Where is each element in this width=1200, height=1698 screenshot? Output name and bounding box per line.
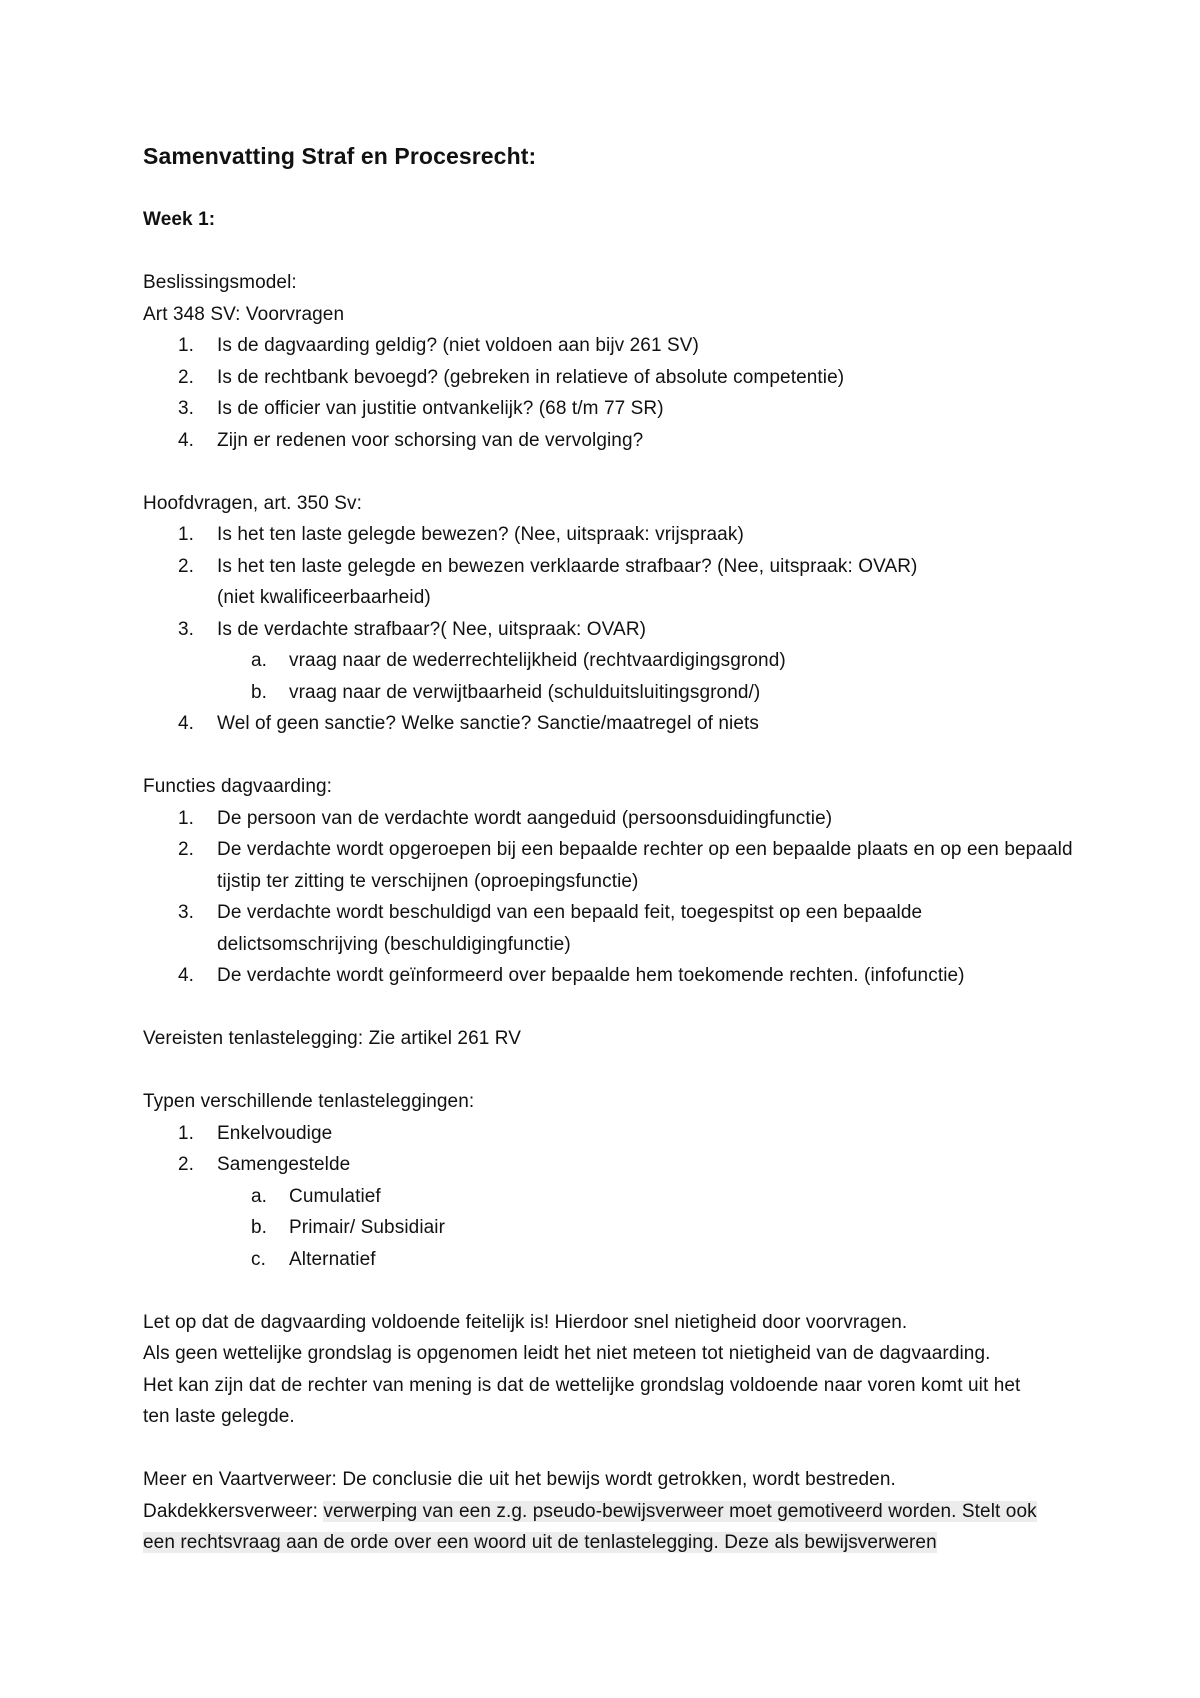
typen-sublist	[143, 1181, 1073, 1276]
list-number: 1.	[178, 1122, 195, 1144]
list-number: 2.	[178, 1154, 195, 1175]
sublist-item	[143, 1244, 1073, 1276]
list-item-text: Is de dagvaarding geldig? (niet voldoen aan bijv 261 SV)	[217, 335, 699, 356]
section-heading-beslissingsmodel: Beslissingsmodel:	[143, 272, 297, 293]
list-item	[143, 551, 1073, 614]
list-item	[143, 393, 1073, 425]
list-item	[143, 803, 1073, 835]
list-item-text: vraag naar de wederrechtelijkheid (rechtvaardigingsgrond)	[289, 650, 786, 671]
spacer	[143, 456, 1073, 488]
paragraph-wettelijke-grondslag: Als geen wettelijke grondslag is opgenomen leidt het niet meteen tot nietigheid van de dagvaarding.	[143, 1343, 991, 1364]
list-number: 1.	[178, 335, 195, 356]
list-item-text: De verdachte wordt beschuldigd van een bepaald feit, toegespitst op een bepaalde delictsomschrijving (beschuldigingfunctie)	[217, 902, 923, 955]
list-item	[143, 1118, 1073, 1150]
document-page	[143, 140, 1073, 1559]
list-number: 2.	[178, 839, 195, 860]
list-item-text: Wel of geen sanctie? Welke sanctie? Sanctie/maatregel of niets	[217, 713, 760, 734]
list-item-text: Samengestelde	[217, 1154, 351, 1175]
hoofdvragen-list-continued	[143, 708, 1073, 740]
list-item	[143, 1149, 1073, 1181]
week-heading: Week 1:	[143, 209, 216, 230]
sublist-item	[143, 645, 1073, 677]
list-number: 2.	[178, 555, 195, 577]
list-number: 4.	[178, 429, 195, 451]
paragraph-rechter-mening: Het kan zijn dat de rechter van mening is dat de wettelijke grondslag voldoende naar voren komt uit het ten laste gelegde.	[143, 1374, 1021, 1427]
list-item-text: Is het ten laste gelegde en bewezen verklaarde strafbaar? (Nee, uitspraak: OVAR) (niet kwalificeerbaarheid)	[217, 555, 918, 608]
list-number: 2.	[178, 366, 195, 388]
sublist-item	[143, 677, 1073, 709]
list-item-text: Alternatief	[289, 1248, 376, 1270]
paragraph-let-op: Let op dat de dagvaarding voldoende feitelijk is! Hierdoor snel nietigheid door voorvragen.	[143, 1311, 908, 1333]
spacer	[143, 1055, 1073, 1087]
list-item	[143, 960, 1073, 992]
spacer	[143, 236, 1073, 268]
list-number: 4.	[178, 965, 195, 986]
document-title: Samenvatting Straf en Procesrecht:	[143, 143, 537, 169]
list-item	[143, 614, 1073, 646]
list-item-text: Zijn er redenen voor schorsing van de vervolging?	[217, 429, 644, 451]
spacer	[143, 992, 1073, 1024]
list-item	[143, 362, 1073, 394]
list-number: 1.	[178, 524, 195, 545]
list-number: 3.	[178, 618, 195, 640]
list-letter: a.	[251, 1185, 268, 1207]
hoofdvragen-sublist	[143, 645, 1073, 708]
functies-list	[143, 803, 1073, 992]
list-item-text: De persoon van de verdachte wordt aangeduid (persoonsduidingfunctie)	[217, 807, 833, 829]
sublist-item	[143, 1212, 1073, 1244]
list-number: 3.	[178, 398, 195, 419]
list-letter: c.	[251, 1248, 266, 1270]
list-item-text: Is het ten laste gelegde bewezen? (Nee, uitspraak: vrijspraak)	[217, 524, 744, 545]
list-item-text: vraag naar de verwijtbaarheid (schulduitsluitingsgrond/)	[289, 681, 761, 703]
spacer	[143, 1275, 1073, 1307]
list-item	[143, 330, 1073, 362]
section-heading-typen: Typen verschillende tenlasteleggingen:	[143, 1091, 475, 1112]
paragraph-dakdekkersverweer	[143, 1496, 1073, 1559]
list-item-text: Is de rechtbank bevoegd? (gebreken in relatieve of absolute competentie)	[217, 366, 845, 388]
list-item-text: Is de officier van justitie ontvankelijk? (68 t/m 77 SR)	[217, 398, 664, 419]
list-item	[143, 834, 1073, 897]
list-item	[143, 897, 1073, 960]
typen-list	[143, 1118, 1073, 1181]
list-letter: a.	[251, 650, 268, 671]
list-number: 1.	[178, 807, 195, 829]
list-number: 3.	[178, 902, 195, 923]
section-subheading-voorvragen: Art 348 SV: Voorvragen	[143, 303, 345, 325]
list-item	[143, 519, 1073, 551]
highlighted-text: verwerping van een z.g. pseudo-bewijsverweer moet gemotiveerd worden. Stelt ook een rechtsvraag aan de orde over een woord uit de tenlastelegging. Deze als bewijsverweren	[143, 1500, 1037, 1553]
spacer	[143, 1433, 1073, 1465]
sublist-item	[143, 1181, 1073, 1213]
list-item-text: Primair/ Subsidiair	[289, 1217, 446, 1238]
paragraph-meer-en-vaartverweer: Meer en Vaartverweer: De conclusie die uit het bewijs wordt getrokken, wordt bestreden.	[143, 1469, 896, 1490]
list-item-text: Is de verdachte strafbaar?( Nee, uitspraak: OVAR)	[217, 618, 647, 640]
voorvragen-list	[143, 330, 1073, 456]
list-letter: b.	[251, 1217, 268, 1238]
list-item-text: Cumulatief	[289, 1185, 381, 1207]
section-heading-hoofdvragen: Hoofdvragen, art. 350 Sv:	[143, 492, 363, 514]
spacer	[143, 740, 1073, 772]
list-item-text: De verdachte wordt geïnformeerd over bepaalde hem toekomende rechten. (infofunctie)	[217, 965, 965, 986]
dakdekkers-label: Dakdekkersverweer:	[143, 1500, 324, 1522]
list-number: 4.	[178, 713, 195, 734]
list-item	[143, 425, 1073, 457]
list-item-text: Enkelvoudige	[217, 1122, 333, 1144]
vereisten-tenlastelegging: Vereisten tenlastelegging: Zie artikel 261 RV	[143, 1028, 522, 1049]
hoofdvragen-list	[143, 519, 1073, 645]
section-heading-functies: Functies dagvaarding:	[143, 776, 333, 797]
list-letter: b.	[251, 681, 268, 703]
list-item	[143, 708, 1073, 740]
list-item-text: De verdachte wordt opgeroepen bij een bepaalde rechter op een bepaalde plaats en op een bepaald tijstip ter zitting te verschijnen (oproepingsfunctie)	[217, 839, 1073, 892]
